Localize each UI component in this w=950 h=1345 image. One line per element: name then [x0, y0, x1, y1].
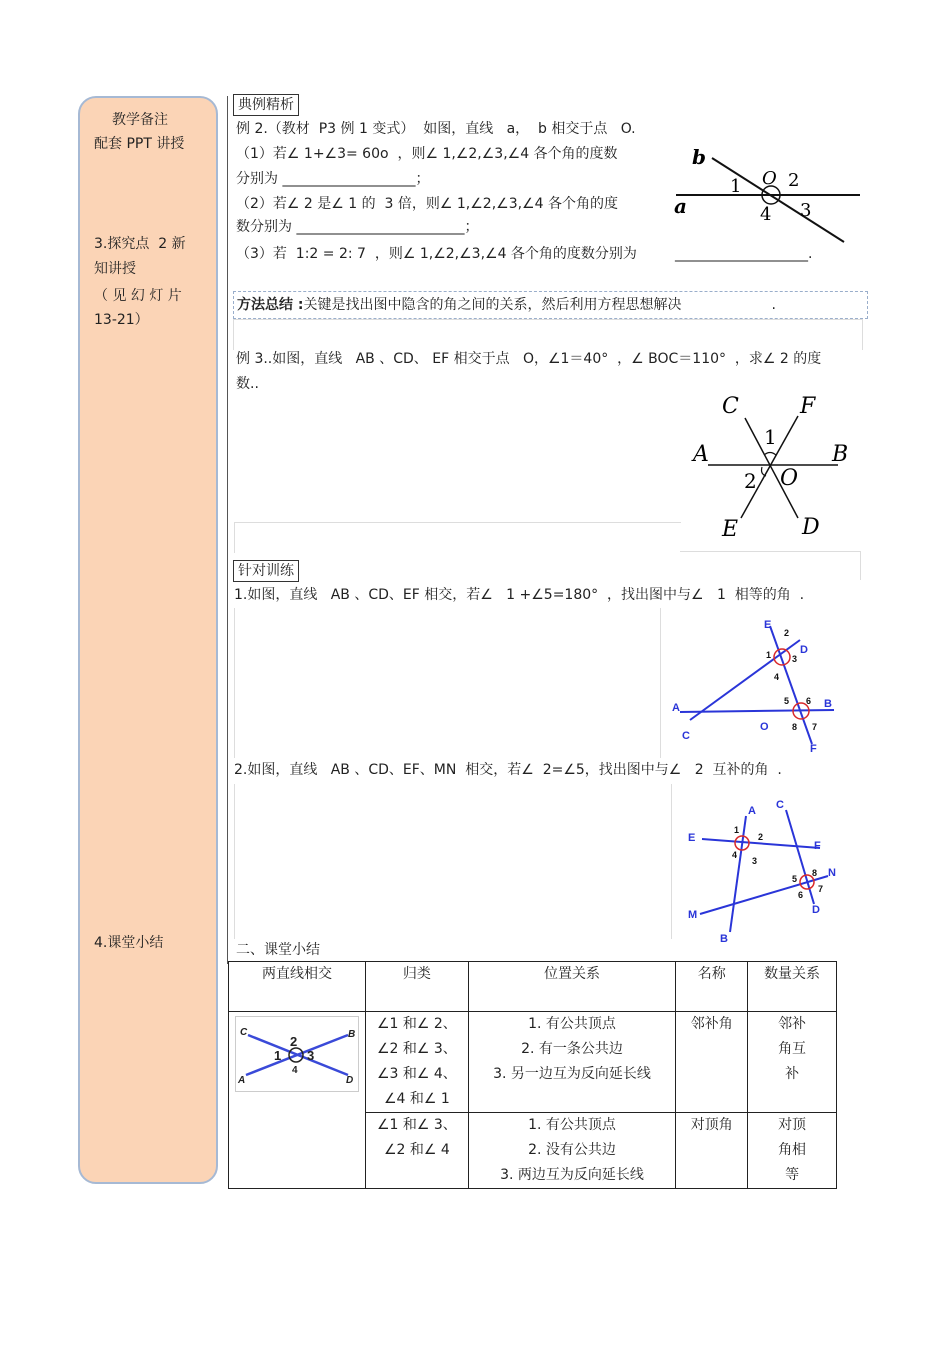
example3-line1: 例 3..如图，直线 AB 、CD、 EF 相交于点 O，∠1＝40° ，∠ BOC＝110° ，求∠ 2 的度	[236, 351, 822, 367]
label-F: F	[814, 840, 821, 852]
line-mn	[700, 876, 828, 914]
method-summary-box	[233, 291, 868, 319]
pairs-cell	[365, 1113, 468, 1189]
label-4: 4	[291, 1065, 298, 1076]
relation-line: 3. 另一边互为反向延长线	[493, 1066, 651, 1082]
label-b: b	[692, 145, 706, 169]
sidebar-step3-line4: 13-21）	[94, 312, 149, 328]
figure-lines-ab-cd-ef	[688, 388, 858, 548]
sidebar-step3-line2: 知讲授	[94, 261, 136, 277]
label-B: B	[720, 933, 728, 945]
teaching-notes-sidebar	[78, 96, 218, 1184]
label-1: 1	[734, 825, 740, 835]
example3-line2: 数..	[236, 376, 259, 392]
example2-q2-line1: （2）若∠ 2 是∠ 1 的 3 倍，则∠ 1,∠2,∠3,∠4 各个角的度	[236, 196, 618, 212]
practice-q1-answer-area	[234, 608, 661, 758]
quantity-cell	[748, 1113, 837, 1189]
pair-line: ∠4 和∠ 1	[383, 1091, 450, 1107]
method-summary-end: .	[771, 297, 776, 313]
header-cell: 位置关系	[468, 962, 676, 1012]
label-E: E	[722, 517, 739, 542]
label-6: 6	[806, 696, 812, 706]
label-M: M	[688, 909, 698, 921]
line-cd	[690, 640, 800, 720]
relation-line: 1. 有公共顶点	[528, 1117, 616, 1133]
label-angle1: 1	[730, 176, 742, 197]
quantity-line: 邻补	[778, 1016, 807, 1032]
label-D: D	[812, 904, 820, 916]
practice-q2: 2.如图，直线 AB 、CD、EF、MN 相交，若∠ 2=∠5，找出图中与∠ 2 互补的角 .	[234, 762, 782, 778]
quantity-line: 角相	[778, 1142, 807, 1158]
label-O: O	[780, 466, 799, 491]
sidebar-ppt-note: 配套 PPT 讲授	[94, 136, 185, 152]
method-summary-text: 关键是找出图中隐含的角之间的关系，然后利用方程思想解决	[303, 297, 682, 313]
pairs-cell	[365, 1012, 468, 1113]
relation-line: 1. 有公共顶点	[528, 1016, 616, 1032]
blank-answer-area-3	[680, 551, 861, 580]
label-D: D	[800, 644, 808, 656]
header-cell: 两直线相交	[229, 962, 366, 1012]
header-cell: 数量关系	[748, 962, 837, 1012]
quantity-line: 角互	[778, 1041, 807, 1057]
pair-line: ∠3 和∠ 4、	[376, 1066, 457, 1082]
label-B: B	[824, 698, 832, 710]
sidebar-step4: 4.课堂小结	[94, 935, 164, 951]
relation-line: 2. 有一条公共边	[521, 1041, 623, 1057]
blank-answer-area	[233, 319, 863, 350]
label-A: A	[748, 805, 756, 817]
label-3: 3	[752, 856, 758, 866]
summary-figure	[235, 1016, 359, 1092]
summary-table	[228, 961, 837, 1189]
summary-heading: 二、课堂小结	[236, 942, 320, 958]
label-2: 2	[784, 628, 790, 638]
label-7: 7	[818, 884, 824, 894]
label-4: 4	[774, 672, 780, 682]
quantity-line: 对顶	[778, 1117, 807, 1133]
label-F: F	[800, 394, 816, 419]
header-cell: 归类	[365, 962, 468, 1012]
example-analysis-tag: 典例精析	[233, 94, 299, 116]
sidebar-step3-line1: 3.探究点 2 新	[94, 236, 186, 252]
pair-line: ∠1 和∠ 3、	[376, 1117, 457, 1133]
pair-line: ∠1 和∠ 2、	[376, 1016, 457, 1032]
label-1: 1	[766, 650, 772, 660]
header-cell: 名称	[676, 962, 748, 1012]
example2-q2-line2: 数分别为 ________________________；	[236, 219, 479, 235]
label-A: A	[672, 702, 680, 714]
label-a: a	[674, 194, 687, 218]
practice-tag: 针对训练	[233, 560, 299, 582]
label-3: 3	[306, 1048, 315, 1063]
label-2: 2	[289, 1034, 298, 1049]
figure-practice1	[668, 612, 838, 757]
relation-line: 3. 两边互为反向延长线	[500, 1167, 644, 1183]
label-B: B	[832, 442, 849, 467]
name-cell: 对顶角	[676, 1113, 748, 1189]
label-C: C	[776, 799, 784, 811]
label-E: E	[688, 832, 696, 844]
figure-cell	[229, 1012, 366, 1189]
example2-q1-line1: （1）若∠ 1+∠3= 60o ，则∠ 1,∠2,∠3,∠4 各个角的度数	[236, 146, 618, 162]
blank-answer-area-2	[234, 522, 681, 553]
label-angle1: 1	[764, 425, 777, 449]
pair-line: ∠2 和∠ 4	[383, 1142, 450, 1158]
quantity-cell	[748, 1012, 837, 1113]
label-7: 7	[812, 722, 818, 732]
practice-q2-answer-area	[234, 784, 672, 939]
label-5: 5	[792, 874, 798, 884]
relations-cell	[468, 1113, 676, 1189]
quantity-line: 等	[785, 1167, 800, 1183]
example2-q3: （3）若 1:2 = 2: 7 ，则∠ 1,∠2,∠3,∠4 各个角的度数分别为	[236, 246, 637, 262]
label-C: C	[682, 730, 690, 742]
summary-header-row	[229, 962, 837, 1012]
label-E: E	[764, 619, 772, 631]
label-F: F	[810, 743, 817, 755]
sidebar-step3-line3: （ 见 幻 灯 片	[94, 288, 182, 304]
label-1: 1	[273, 1048, 282, 1063]
name-cell: 邻补角	[676, 1012, 748, 1113]
example2-intro: 例 2.（教材 P3 例 1 变式） 如图，直线 a， b 相交于点 O.	[236, 121, 636, 137]
quantity-line: 补	[785, 1066, 800, 1082]
example2-q1-line2: 分别为 ___________________；	[236, 171, 430, 187]
label-D: D	[802, 515, 820, 540]
figure-lines-a-b	[668, 140, 868, 250]
label-B: B	[347, 1029, 356, 1040]
label-N: N	[828, 867, 836, 879]
label-A: A	[237, 1075, 246, 1086]
label-5: 5	[784, 696, 790, 706]
label-8: 8	[812, 868, 818, 878]
label-2: 2	[758, 832, 764, 842]
relation-line: 2. 没有公共边	[528, 1142, 616, 1158]
figure-practice2	[682, 796, 842, 948]
summary-row-adjacent	[229, 1012, 837, 1113]
label-C: C	[239, 1027, 248, 1038]
label-angle2: 2	[788, 170, 800, 191]
pair-line: ∠2 和∠ 3、	[376, 1041, 457, 1057]
label-angle2: 2	[744, 469, 757, 493]
column-divider	[227, 96, 228, 964]
angle1-arc	[764, 453, 776, 456]
method-summary-label: 方法总结 :	[237, 297, 304, 313]
practice-q1: 1.如图，直线 AB 、CD、EF 相交，若∠ 1 +∠5=180° ，找出图中与∠ 1 相等的角 .	[234, 587, 805, 603]
example2-q3-blank: ___________________.	[675, 246, 813, 262]
relations-cell	[468, 1012, 676, 1113]
label-3: 3	[792, 654, 798, 664]
label-A: A	[693, 442, 709, 467]
label-angle4: 4	[760, 204, 772, 225]
label-O: O	[760, 721, 769, 733]
label-O: O	[762, 168, 777, 189]
label-6: 6	[798, 890, 804, 900]
label-D: D	[345, 1075, 354, 1086]
label-4: 4	[732, 850, 738, 860]
label-C: C	[722, 394, 739, 419]
label-8: 8	[792, 722, 798, 732]
label-angle3: 3	[800, 200, 812, 221]
sidebar-title: 教学备注	[112, 112, 168, 128]
